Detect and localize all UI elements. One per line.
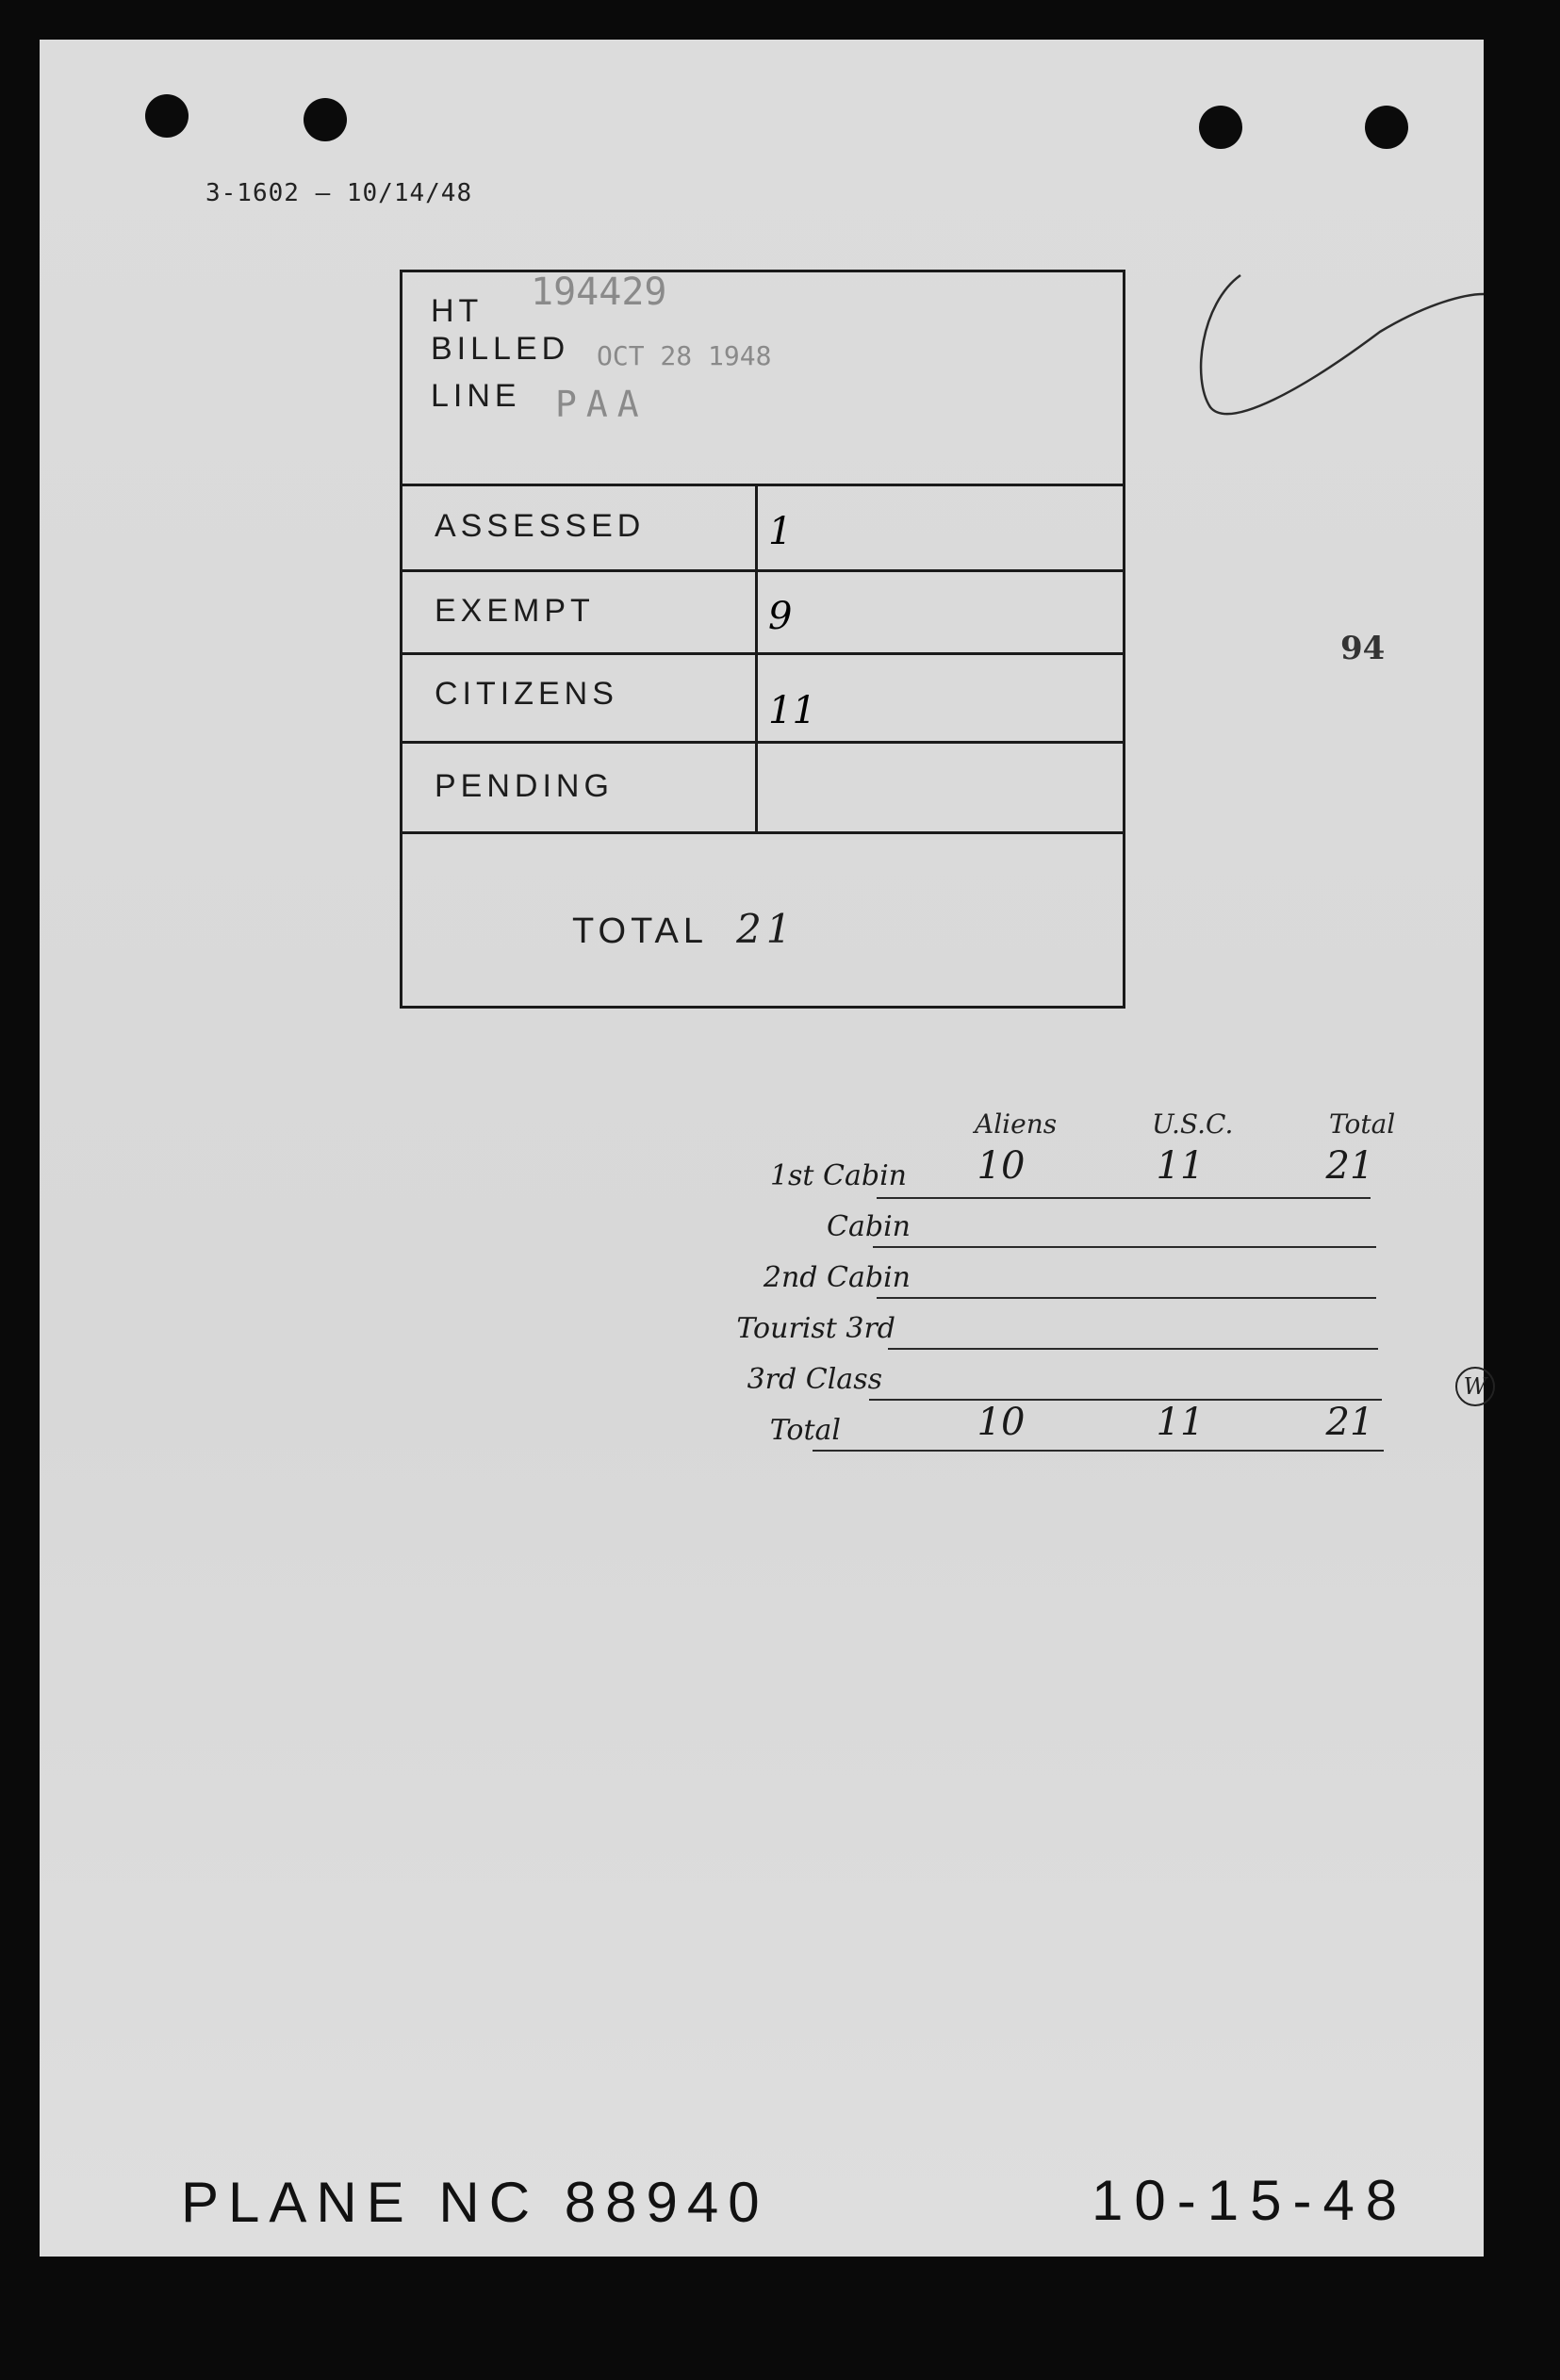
row-rule — [888, 1348, 1378, 1350]
value-aliens: 10 — [977, 1401, 1026, 1444]
stamp-row-assessed — [402, 484, 1123, 572]
value-aliens: 10 — [977, 1144, 1026, 1188]
handwritten-date: 10-15-48 — [1092, 2169, 1409, 2232]
row-rule — [877, 1297, 1376, 1299]
total-label: TOTAL — [572, 911, 708, 951]
row-label: PENDING — [435, 768, 614, 804]
column-header-aliens: Aliens — [975, 1108, 1058, 1140]
column-header-usc: U.S.C. — [1152, 1108, 1234, 1140]
plane-number: PLANE NC 88940 — [181, 2171, 769, 2234]
ht-label: HT — [431, 293, 484, 329]
row-label-2nd-cabin: 2nd Cabin — [763, 1261, 911, 1294]
value-total: 21 — [1325, 1401, 1374, 1444]
row-value: 9 — [768, 595, 793, 638]
row-value: 1 — [768, 510, 793, 553]
row-label: EXEMPT — [435, 593, 595, 629]
row-rule — [873, 1246, 1376, 1248]
row-label-1st-cabin: 1st Cabin — [769, 1159, 907, 1192]
punch-hole — [1199, 106, 1242, 149]
circled-initial-mark: W — [1455, 1367, 1495, 1406]
value-usc: 11 — [1156, 1401, 1205, 1444]
stamp-row-citizens — [402, 655, 1123, 744]
punch-hole — [145, 94, 189, 138]
page-number: 94 — [1340, 630, 1386, 667]
value-usc: 11 — [1156, 1144, 1205, 1188]
stamp-header — [402, 272, 1123, 486]
billed-date: OCT 28 1948 — [597, 340, 772, 371]
value-total: 21 — [1325, 1144, 1374, 1188]
billed-label: BILLED — [431, 331, 570, 367]
row-label-3rd-class: 3rd Class — [747, 1363, 882, 1396]
stamp-box — [400, 270, 1125, 1009]
row-label: ASSESSED — [435, 508, 646, 544]
row-value: 11 — [768, 689, 816, 732]
row-rule — [877, 1197, 1371, 1199]
stamp-row-exempt — [402, 572, 1123, 655]
row-label-cabin: Cabin — [827, 1210, 911, 1243]
column-header-total: Total — [1329, 1108, 1396, 1140]
row-label: CITIZENS — [435, 676, 618, 712]
line-value: PAA — [555, 384, 649, 425]
punch-hole — [1365, 106, 1408, 149]
pencil-swoosh-mark — [1191, 266, 1493, 435]
stamp-total — [572, 906, 796, 952]
stamp-row-pending — [402, 744, 1123, 834]
row-label-tourist-3rd: Tourist 3rd — [736, 1312, 895, 1345]
document-number: 3-1602 — 10/14/48 — [205, 179, 473, 207]
row-rule — [813, 1450, 1384, 1452]
ht-number: 194429 — [531, 271, 667, 314]
punch-hole — [304, 98, 347, 141]
line-label: LINE — [431, 378, 521, 414]
total-value: 21 — [736, 906, 796, 952]
document-sheet — [40, 40, 1487, 2257]
row-label-total: Total — [769, 1414, 841, 1447]
